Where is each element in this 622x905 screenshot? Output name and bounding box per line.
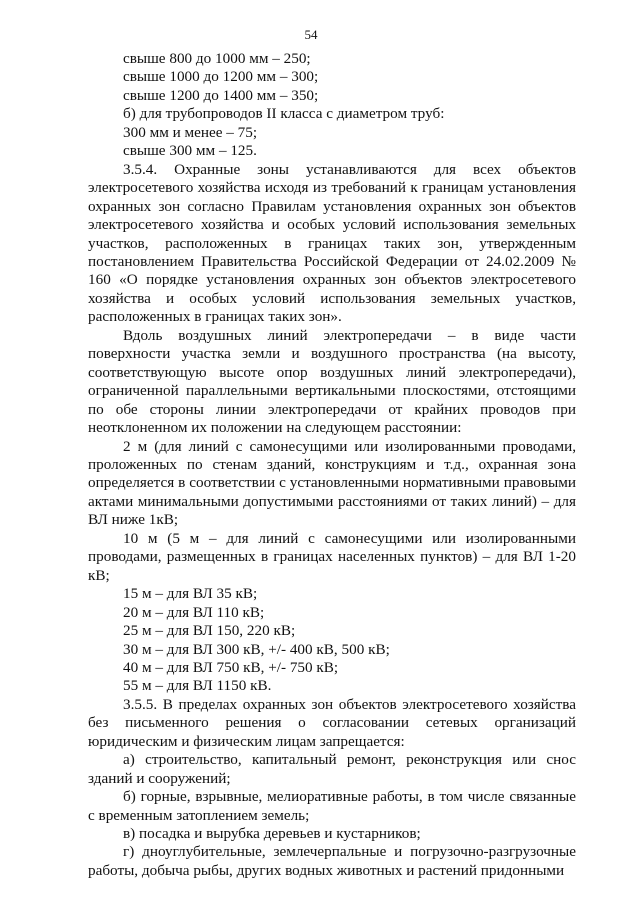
paragraph: а) строительство, капитальный ремонт, реконструкция или снос зданий и сооружений; [88,751,576,787]
paragraph: свыше 1200 до 1400 мм – 350; [123,86,319,104]
paragraph: 15 м – для ВЛ 35 кВ; [123,585,258,603]
paragraph: 55 м – для ВЛ 1150 кВ. [123,677,272,695]
paragraph: в) посадка и вырубка деревьев и кустарников; [123,825,421,843]
paragraph: 20 м – для ВЛ 110 кВ; [123,603,265,621]
paragraph: 3.5.4. Охранные зоны устанавливаются для всех объектов электросетевого хозяйства исходя из требований к границам установления охранных зон согласно Правилам установления охранных зон объектов электросетевого хозяйства и особых условий использования земельных участков, расположенных в границах таких зон, утвержденным постановлением Правительства Российской Федерации от 24.02.2009 № 160 «О порядке установления охранных зон объектов электросетевого хозяйства и особых условий использования земельных участков, расположенных в границах таких зон». [88,160,576,326]
paragraph: 30 м – для ВЛ 300 кВ, +/- 400 кВ, 500 кВ; [123,640,390,658]
paragraph: свыше 800 до 1000 мм – 250; [123,50,311,67]
paragraph: свыше 300 мм – 125. [123,142,257,160]
page-number: 54 [304,27,318,42]
paragraph: 3.5.5. В пределах охранных зон объектов электросетевого хозяйства без письменного решения о согласовании сетевых организаций юридическим и физическим лицам запрещается: [88,695,576,750]
paragraph: 300 мм и менее – 75; [123,123,258,141]
paragraph: свыше 1000 до 1200 мм – 300; [123,68,319,86]
paragraph: г) дноуглубительные, землечерпальные и погрузочно-разгрузочные работы, добыча рыбы, других водных животных и растений придонными [88,843,576,879]
paragraph: б) для трубопроводов II класса с диаметром труб: [123,105,445,123]
paragraph: 25 м – для ВЛ 150, 220 кВ; [123,622,296,640]
paragraph: б) горные, взрывные, мелиоративные работы, в том числе связанные с временным затоплением земель; [88,788,576,824]
document-body [88,50,576,880]
paragraph: 40 м – для ВЛ 750 кВ, +/- 750 кВ; [123,658,339,676]
paragraph: Вдоль воздушных линий электропередачи – в виде части поверхности участка земли и воздушного пространства (на высоту, соответствующую высоте опор воздушных линий электропередачи), ограниченной параллельными вертикальными плоскостями, отстоящими по обе стороны линии электропередачи от крайних проводов при неотклоненном их положении на следующем расстоянии: [88,326,576,437]
paragraph: 10 м (5 м – для линий с самонесущими или изолированными проводами, размещенных в границах населенных пунктов) – для ВЛ 1-20 кВ; [88,529,576,584]
paragraph: 2 м (для линий с самонесущими или изолированными проводами, проложенных по стенам зданий, конструкциям и т.д., охранная зона определяется в соответствии с установленными нормативными правовыми актами минимальными допустимыми расстояниями от таких линий) – для ВЛ ниже 1кВ; [88,437,576,529]
